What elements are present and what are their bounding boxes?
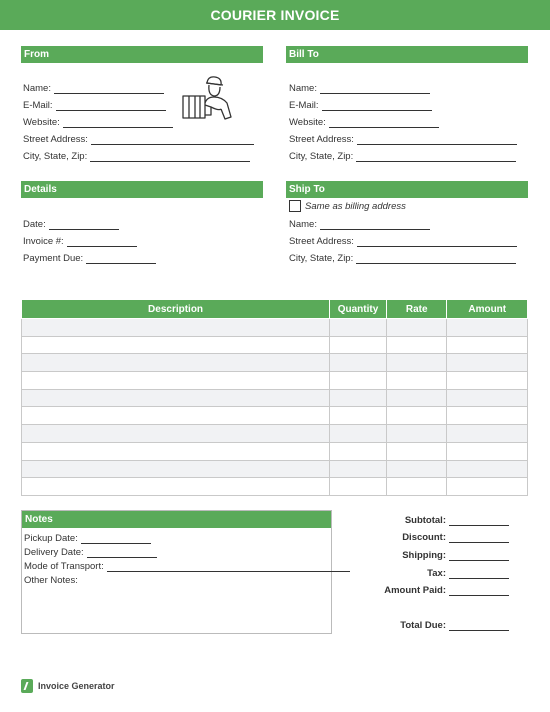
- amount-cell[interactable]: [447, 336, 528, 354]
- quantity-cell[interactable]: [330, 354, 387, 372]
- from-email-field[interactable]: E-Mail:: [23, 99, 166, 111]
- quantity-cell[interactable]: [330, 442, 387, 460]
- rate-cell[interactable]: [386, 460, 447, 478]
- from-heading: From: [21, 46, 263, 63]
- rate-cell[interactable]: [386, 425, 447, 443]
- invoice-title: COURIER INVOICE: [0, 0, 550, 30]
- rate-cell[interactable]: [386, 336, 447, 354]
- amount-cell[interactable]: [447, 407, 528, 425]
- bill-website-field[interactable]: Website:: [289, 116, 439, 128]
- description-cell[interactable]: [22, 442, 330, 460]
- from-website-field[interactable]: Website:: [23, 116, 173, 128]
- amount-paid-row[interactable]: Amount Paid:: [376, 584, 509, 596]
- line-items-table: [21, 299, 528, 496]
- amount-cell[interactable]: [447, 389, 528, 407]
- ship-to-heading: Ship To: [286, 181, 528, 198]
- quantity-cell[interactable]: [330, 389, 387, 407]
- notes-heading: Notes: [22, 511, 331, 528]
- mode-of-transport-field[interactable]: Mode of Transport:: [24, 560, 350, 572]
- quantity-cell[interactable]: [330, 372, 387, 390]
- ship-street-field[interactable]: Street Address:: [289, 235, 517, 247]
- quantity-cell[interactable]: [330, 407, 387, 425]
- bill-to-heading: Bill To: [286, 46, 528, 63]
- description-cell[interactable]: [22, 407, 330, 425]
- same-as-billing-checkbox[interactable]: [289, 200, 406, 212]
- amount-cell[interactable]: [447, 460, 528, 478]
- payment-due-field[interactable]: Payment Due:: [23, 252, 156, 264]
- table-row: [22, 319, 528, 337]
- table-row: [22, 425, 528, 443]
- quantity-cell[interactable]: [330, 478, 387, 496]
- table-row: [22, 442, 528, 460]
- details-heading: Details: [21, 181, 263, 198]
- amount-cell[interactable]: [447, 372, 528, 390]
- bill-street-field[interactable]: Street Address:: [289, 133, 517, 145]
- quantity-cell[interactable]: [330, 319, 387, 337]
- discount-row[interactable]: Discount:: [376, 531, 509, 543]
- other-notes-label: Other Notes:: [24, 575, 78, 586]
- description-cell[interactable]: [22, 389, 330, 407]
- delivery-date-field[interactable]: Delivery Date:: [24, 546, 157, 558]
- bill-email-field[interactable]: E-Mail:: [289, 99, 432, 111]
- quantity-header: Quantity: [330, 300, 387, 319]
- description-header: Description: [22, 300, 330, 319]
- rate-cell[interactable]: [386, 442, 447, 460]
- courier-person-icon: [181, 73, 235, 123]
- amount-header: Amount: [447, 300, 528, 319]
- quantity-cell[interactable]: [330, 425, 387, 443]
- rate-cell[interactable]: [386, 478, 447, 496]
- description-cell[interactable]: [22, 478, 330, 496]
- pickup-date-field[interactable]: Pickup Date:: [24, 532, 151, 544]
- amount-cell[interactable]: [447, 442, 528, 460]
- rate-header: Rate: [386, 300, 447, 319]
- table-row: [22, 336, 528, 354]
- checkbox-label: Same as billing address: [305, 200, 406, 212]
- bill-name-field[interactable]: Name:: [289, 82, 430, 94]
- rate-cell[interactable]: [386, 319, 447, 337]
- quantity-cell[interactable]: [330, 336, 387, 354]
- ship-city-field[interactable]: City, State, Zip:: [289, 252, 516, 264]
- description-cell[interactable]: [22, 354, 330, 372]
- from-city-field[interactable]: City, State, Zip:: [23, 150, 250, 162]
- quantity-cell[interactable]: [330, 460, 387, 478]
- from-name-field[interactable]: Name:: [23, 82, 164, 94]
- description-cell[interactable]: [22, 336, 330, 354]
- description-cell[interactable]: [22, 372, 330, 390]
- tax-row[interactable]: Tax:: [376, 567, 509, 579]
- table-row: [22, 478, 528, 496]
- amount-cell[interactable]: [447, 354, 528, 372]
- table-row: [22, 389, 528, 407]
- date-field[interactable]: Date:: [23, 218, 119, 230]
- table-row: [22, 460, 528, 478]
- notes-box: [21, 510, 332, 634]
- checkbox-box[interactable]: [289, 200, 301, 212]
- invoice-number-field[interactable]: Invoice #:: [23, 235, 137, 247]
- total-due-row[interactable]: Total Due:: [376, 619, 509, 631]
- subtotal-row[interactable]: Subtotal:: [376, 514, 509, 526]
- footer-brand[interactable]: [21, 679, 115, 693]
- table-row: [22, 407, 528, 425]
- shipping-row[interactable]: Shipping:: [376, 549, 509, 561]
- amount-cell[interactable]: [447, 319, 528, 337]
- bill-city-field[interactable]: City, State, Zip:: [289, 150, 516, 162]
- rate-cell[interactable]: [386, 354, 447, 372]
- description-cell[interactable]: [22, 460, 330, 478]
- from-street-field[interactable]: Street Address:: [23, 133, 254, 145]
- amount-cell[interactable]: [447, 478, 528, 496]
- amount-cell[interactable]: [447, 425, 528, 443]
- description-cell[interactable]: [22, 425, 330, 443]
- invoice-generator-logo-icon: [21, 679, 33, 693]
- ship-name-field[interactable]: Name:: [289, 218, 430, 230]
- brand-name: Invoice Generator: [38, 681, 115, 691]
- rate-cell[interactable]: [386, 372, 447, 390]
- description-cell[interactable]: [22, 319, 330, 337]
- rate-cell[interactable]: [386, 407, 447, 425]
- table-row: [22, 372, 528, 390]
- table-row: [22, 354, 528, 372]
- rate-cell[interactable]: [386, 389, 447, 407]
